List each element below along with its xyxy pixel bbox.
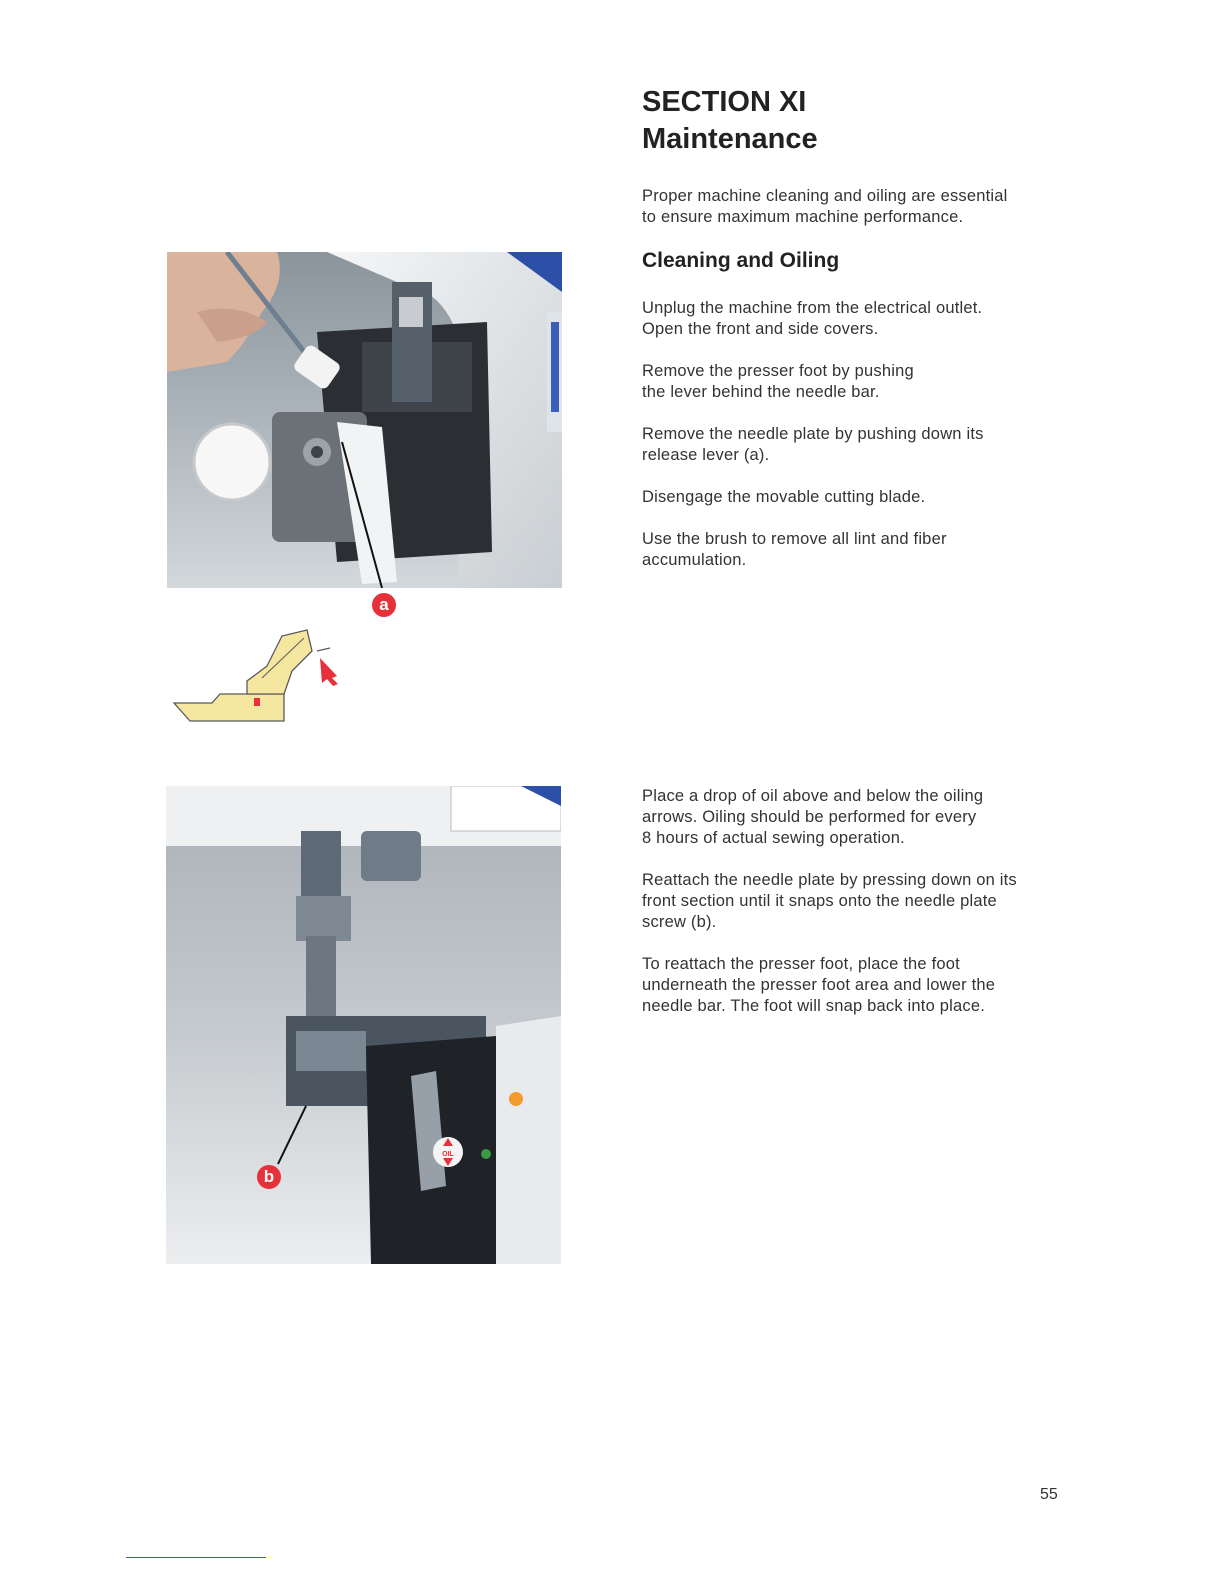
step-paragraph: Disengage the movable cutting blade.	[642, 488, 926, 506]
steps-bottom	[642, 786, 1082, 1038]
step-paragraph: Place a drop of oil above and below the oiling arrows. Oiling should be performed for every 8 hours of actual sewing operation.	[642, 787, 984, 847]
callout-a: a	[372, 593, 396, 617]
presser-foot-diagram	[172, 626, 347, 726]
intro-block	[642, 186, 1082, 228]
step-paragraph: Reattach the needle plate by pressing down on its front section until it snaps onto the needle plate screw (b).	[642, 871, 1017, 931]
step-paragraph: To reattach the presser foot, place the foot underneath the presser foot area and lower the needle bar. The foot will snap back into place.	[642, 955, 996, 1015]
photo-cleaning-illustration	[167, 252, 562, 588]
callout-b: b	[257, 1165, 281, 1189]
photo-oiling	[166, 786, 561, 1264]
step-paragraph: Use the brush to remove all lint and fiber accumulation.	[642, 530, 947, 569]
section-title	[642, 84, 818, 158]
section-number: SECTION XI	[642, 86, 807, 118]
page-number: 55	[1040, 1486, 1058, 1503]
photo-cleaning-brush	[167, 252, 562, 588]
subheading: Cleaning and Oiling	[642, 249, 840, 272]
steps-top	[642, 298, 1082, 592]
section-name: Maintenance	[642, 123, 818, 155]
presser-foot-illustration	[172, 626, 347, 726]
step-paragraph: Unplug the machine from the electrical outlet. Open the front and side covers.	[642, 299, 983, 338]
bottom-rule	[126, 1557, 266, 1558]
oil-label: OIL	[442, 1151, 454, 1158]
step-paragraph: Remove the presser foot by pushing the lever behind the needle bar.	[642, 362, 914, 401]
photo-oiling-illustration	[166, 786, 561, 1264]
intro-paragraph: Proper machine cleaning and oiling are essential to ensure maximum machine performance.	[642, 187, 1008, 226]
step-paragraph: Remove the needle plate by pushing down its release lever (a).	[642, 425, 984, 464]
